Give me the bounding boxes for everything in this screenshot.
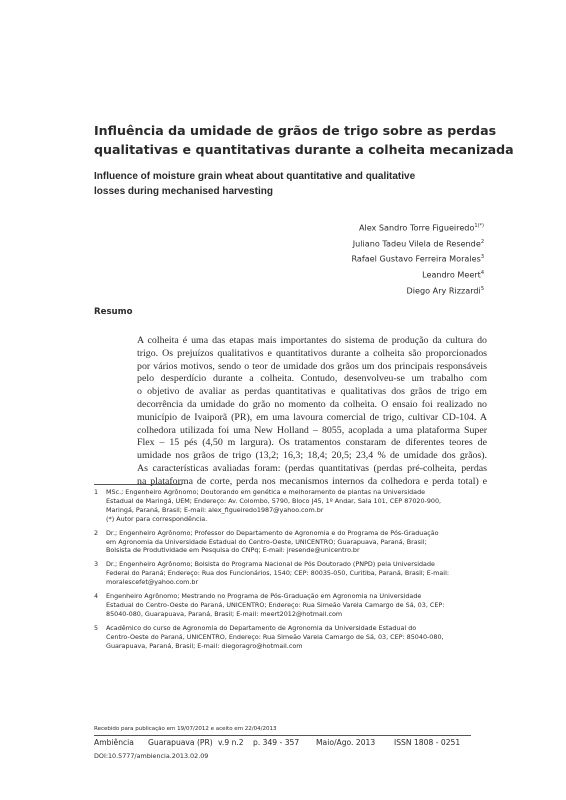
journal-pages: p. 349 - 357 <box>253 738 300 747</box>
footnote-line: 85040-080, Guarapuava, Paraná, Brasil; E-mail: meert2012@hotmail.com <box>106 609 343 618</box>
journal-volume: v.9 n.2 <box>218 738 244 747</box>
footnote-line: Dr.; Engenheiro Agrônomo; Professor do Departamento de Agronomia e do Programa de Pós-Graduação <box>106 528 439 537</box>
footnote <box>94 529 474 556</box>
footnote-line: Dr.; Engenheiro Agrônomo; Bolsista do Programa Nacional de Pós Doutorado (PNPD) pela Universidade <box>106 560 435 569</box>
journal-issn: ISSN 1808 - 0251 <box>394 738 461 747</box>
journal-city: Guarapuava (PR) <box>148 738 213 747</box>
abstract-body <box>137 335 487 489</box>
footnote-line: moralescefet@yahoo.com.br <box>106 578 199 587</box>
abstract-line: o objetivo de avaliar as perdas quantitativas e qualitativas dos grãos de trigo em <box>137 386 487 398</box>
footnote <box>94 592 474 619</box>
abstract-line: trigo. Os prejuízos qualitativos e quantitativos durante a colheita são proporcionados <box>137 347 487 359</box>
footnote-line: Acadêmico do curso de Agronomia do Departamento de Agronomia da Universidade Estadual do <box>106 623 417 632</box>
footer-rule <box>94 735 471 736</box>
footnote-line: Estadual de Maringá, UEM; Endereço: Av. Colombo, 5790, Bloco J45, 1º Andar, Sala 101, CEP 87020-900, <box>106 496 442 505</box>
footnote <box>94 560 474 587</box>
resumo-heading: Resumo <box>94 307 133 317</box>
footnote <box>94 624 474 651</box>
footnote-line: Guarapuava, Paraná, Brasil; E-mail: diegoragro@hotmail.com <box>106 641 303 650</box>
abstract-line: município de Ivaiporã (PR), em uma lavoura comercial de trigo, cultivar CD-104. A <box>137 411 487 423</box>
title-pt-line: qualitativas e quantitativas durante a colheita mecanizada <box>94 142 514 157</box>
author-list <box>351 219 484 298</box>
footnote-line: Estadual do Centro-Oeste do Paraná, UNICENTRO; Endereço: Rua Simeão Varela Camargo de Sá, 03, CEP: <box>106 600 445 609</box>
footnote-number: 5 <box>94 623 99 632</box>
abstract-line: Flex – 15 pés (4,50 m largura). Os tratamentos constaram de diferentes teores de <box>137 437 487 449</box>
journal-footer <box>94 738 471 750</box>
title-en-line: losses during mechanised harvesting <box>94 185 273 197</box>
title-pt-line: Influência da umidade de grãos de trigo sobre as perdas <box>94 123 497 138</box>
footnote-line: (*) Autor para correspondência. <box>106 514 208 523</box>
abstract-line: colhedora utilizada foi uma New Holland – 8055, acoplada a uma plataforma Super <box>137 424 487 436</box>
abstract-line: pelo desperdício durante a colheita. Contudo, desenvolveu-se um trabalho com <box>137 373 487 385</box>
abstract-line: por vários motivos, sendo o teor de umidade dos grãos um dos principais responsáveis <box>137 360 487 372</box>
footnote-number: 1 <box>94 488 99 496</box>
abstract-line: As características avaliadas foram: (perdas quantitativas (perdas pré-colheita, perdas <box>137 462 487 474</box>
author: Rafael Gustavo Ferreira Morales$^3$ <box>351 253 484 264</box>
footnote-rule <box>94 484 182 485</box>
footnote-line: Centro-Oeste do Paraná, UNICENTRO, Endereço: Rua Simeão Varela Camargo de Sá, 03, CEP: 85040-080, <box>106 632 444 641</box>
footnote-line: Bolsista de Produtividade em Pesquisa do CNPq; E-mail: jresende@unicentro.br <box>106 546 360 555</box>
article-title-pt <box>94 121 514 159</box>
title-en-line: Influence of moisture grain wheat about quantitative and qualitative <box>94 171 416 182</box>
abstract-line: decorrência da umidade do grão no momento da colheita. O ensaio foi realizado no <box>137 398 487 410</box>
author: Diego Ary Rizzardi$^5$ <box>406 285 484 296</box>
footnote-number: 4 <box>94 592 99 601</box>
abstract-line: umidade nos grãos de trigo (13,2; 16,3; 18,4; 20,5; 23,4 % de umidade dos grãos). <box>137 450 487 462</box>
author: Juliano Tadeu Vilela de Resende$^2$ <box>352 238 484 249</box>
article-title-en <box>94 170 494 199</box>
received-date: Recebido para publicação em 19/07/2012 e aceito em 22/04/2013 <box>94 726 277 732</box>
footnote-line: Maringá, Paraná, Brasil; E-mail: alex_figueiredo1987@yahoo.com.br <box>106 505 324 514</box>
doi: DOI:10.5777/ambiencia.2013.02.09 <box>94 752 209 760</box>
footnote-line: MSc.; Engenheiro Agrônomo; Doutorando em genética e melhoramento de plantas na Universidade <box>106 488 426 496</box>
journal-name: Ambiência <box>94 738 134 747</box>
footnote-number: 3 <box>94 560 99 569</box>
footnote-line: em Agronomia da Universidade Estadual do Centro-Oeste, UNICENTRO; Guarapuava, Paraná, Brasil; <box>106 537 427 546</box>
footnote-line: Engenheiro Agrônomo; Mestrando no Programa de Pós-Graduação em Agronomia na Universidade <box>106 592 422 601</box>
footnote-line: Federal do Paraná; Endereço: Rua dos Funcionários, 1540; CEP: 80035-050, Curitiba, Paraná, Brasil; E-mail: <box>106 569 450 578</box>
author: Leandro Meert$^4$ <box>422 269 484 280</box>
abstract-line: na plataforma de corte, perda nos mecanismos internos da colhedora e perda total) e <box>137 475 487 487</box>
footnote <box>94 488 474 524</box>
footnote-number: 2 <box>94 528 99 537</box>
footnotes <box>94 488 474 656</box>
journal-date: Maio/Ago. 2013 <box>316 738 376 747</box>
author: Alex Sandro Torre Figueiredo$^{1(*)}$ <box>358 222 484 233</box>
abstract-line: A colheita é uma das etapas mais importantes do sistema de produção da cultura do <box>137 335 487 346</box>
